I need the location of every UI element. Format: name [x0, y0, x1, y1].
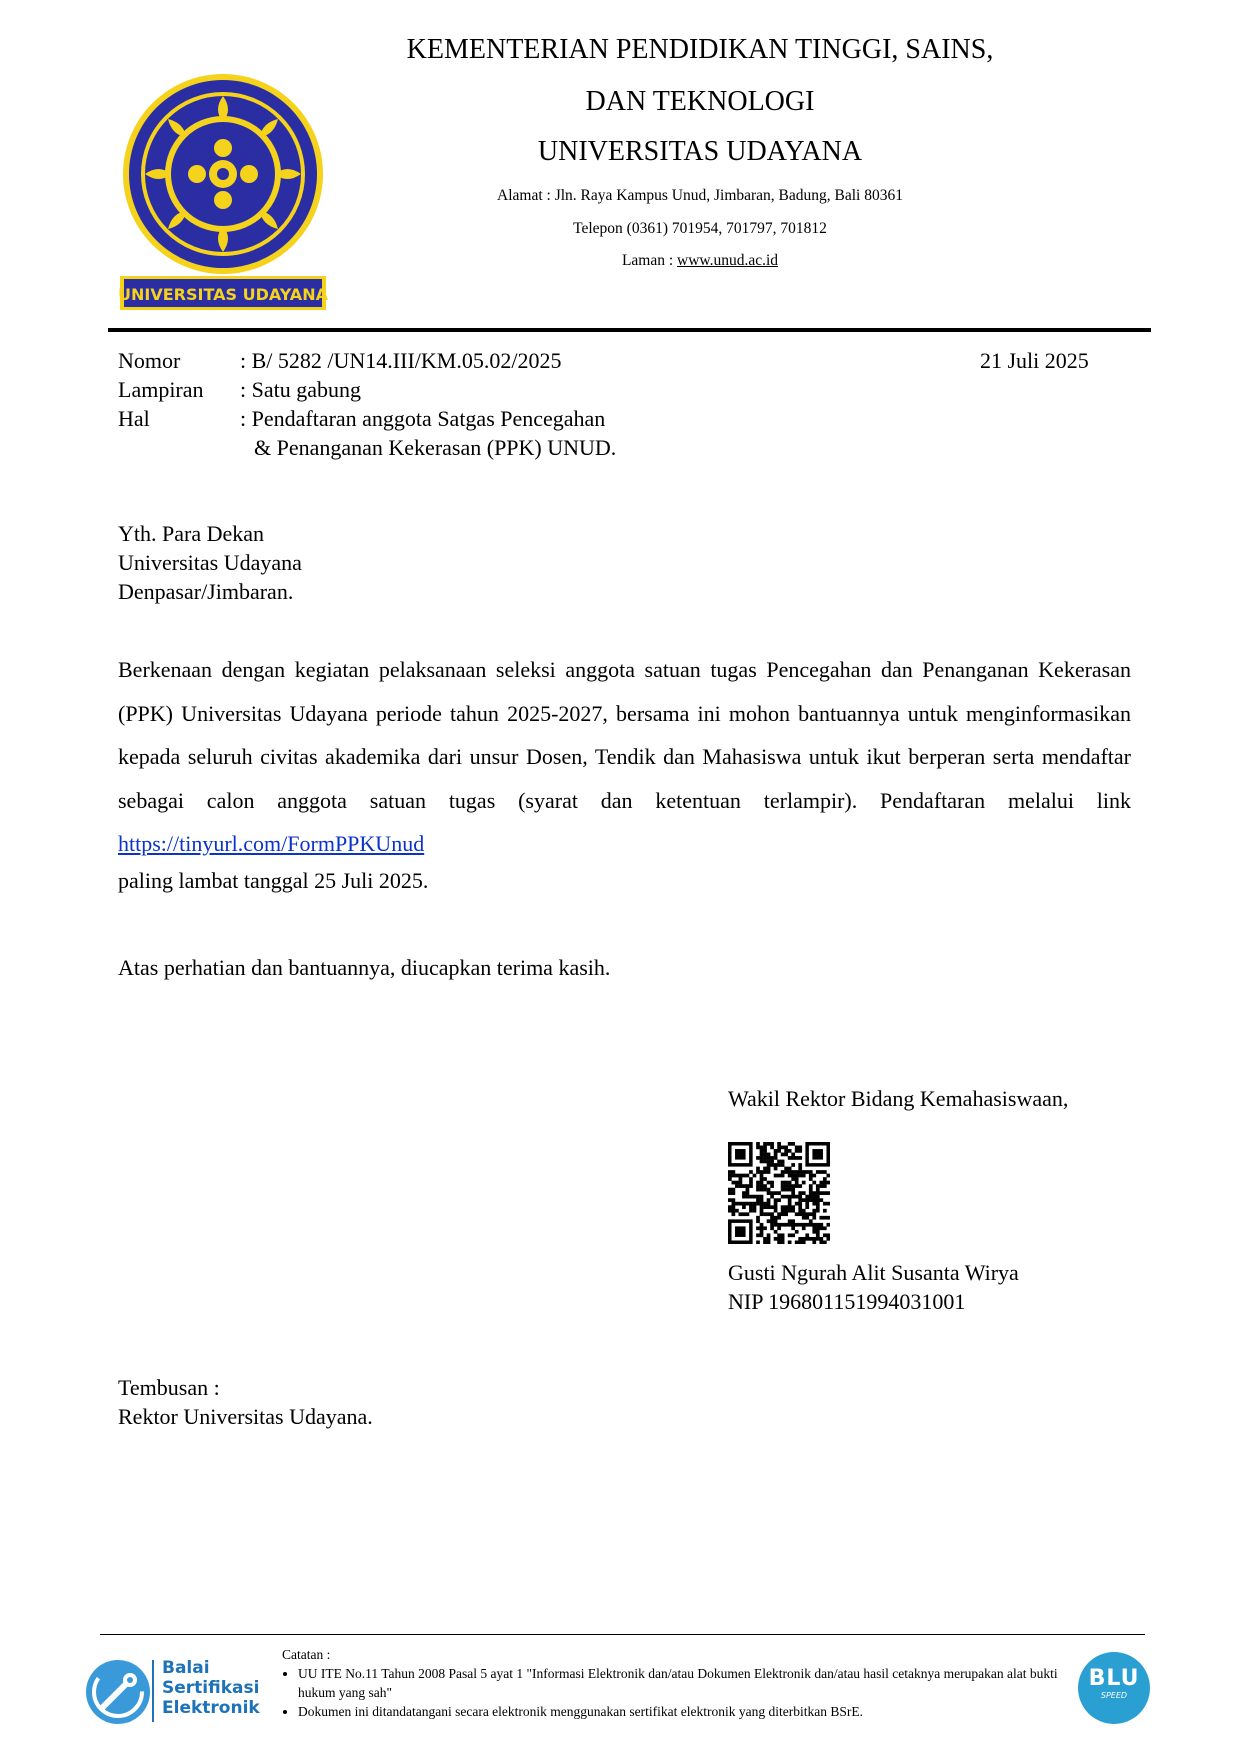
bsre-wordmark [162, 1658, 260, 1718]
body-paragraph [118, 648, 1131, 866]
hal-value-line2: & Penanganan Kekerasan (PPK) UNUD. [254, 435, 617, 460]
website-line [300, 252, 1100, 270]
header-divider [108, 328, 1151, 332]
blu-sub-text: SPEED [1100, 1691, 1128, 1700]
recipient-line1: Yth. Para Dekan [118, 521, 265, 546]
lampiran-value: : Satu gabung [240, 377, 361, 402]
qr-code-signature [728, 1142, 830, 1244]
blu-speed-logo [1078, 1652, 1150, 1724]
bsre-line1: Balai [162, 1658, 210, 1678]
letter-date: 21 Juli 2025 [980, 348, 1089, 373]
lampiran-label: Lampiran [118, 377, 204, 402]
cc-recipient: Rektor Universitas Udayana. [118, 1404, 373, 1429]
website-link[interactable]: www.unud.ac.id [677, 252, 779, 269]
footer-notes [282, 1645, 1062, 1721]
signatory-name: Gusti Ngurah Alit Susanta Wirya [728, 1260, 1019, 1285]
bsre-line3: Elektronik [162, 1698, 260, 1718]
note-item-1: • UU ITE No.11 Tahun 2008 Pasal 5 ayat 1 "Informasi Elektronik dan/atau Dokumen Elektronik dan/atau hasil cetaknya merupakan alat bukti hukum yang sah" [298, 1664, 1062, 1702]
hal-label: Hal [118, 406, 150, 431]
ministry-name-line1: KEMENTERIAN PENDIDIKAN TINGGI, SAINS, [406, 34, 994, 65]
blu-main-text: BLU [1088, 1666, 1140, 1691]
university-logo [118, 74, 328, 312]
deadline-text: paling lambat tanggal 25 Juli 2025. [118, 868, 429, 893]
nomor-label: Nomor [118, 348, 181, 373]
signatory-nip: NIP 196801151994031001 [728, 1289, 966, 1314]
closing-text: Atas perhatian dan bantuannya, diucapkan terima kasih. [118, 955, 611, 980]
registration-link[interactable]: https://tinyurl.com/FormPPKUnud [118, 831, 425, 856]
cc-label: Tembusan : [118, 1375, 220, 1400]
note-item-2: • Dokumen ini ditandatangani secara elektronik menggunakan sertifikat elektronik yang diterbitkan BSrE. [298, 1702, 1062, 1721]
bsre-line2: Sertifikasi [162, 1678, 260, 1698]
recipient-line3: Denpasar/Jimbaran. [118, 579, 294, 604]
notes-label: Catatan : [282, 1647, 331, 1662]
footer-divider [100, 1634, 1145, 1635]
university-name: UNIVERSITAS UDAYANA [537, 136, 863, 167]
signatory-title: Wakil Rektor Bidang Kemahasiswaan, [728, 1086, 1069, 1111]
address: Alamat : Jln. Raya Kampus Unud, Jimbaran, Badung, Bali 80361 [497, 187, 903, 204]
nomor-value: : B/ 5282 /UN14.III/KM.05.02/2025 [240, 348, 562, 373]
logo-banner-text: UNIVERSITAS UDAYANA [118, 285, 328, 304]
hal-value-line1: : Pendaftaran anggota Satgas Pencegahan [240, 406, 606, 431]
bsre-divider [152, 1660, 154, 1722]
bsre-logo-icon [82, 1656, 154, 1728]
website-label: Laman : [621, 252, 678, 269]
body-text: Berkenaan dengan kegiatan pelaksanaan seleksi anggota satuan tugas Pencegahan dan Penanganan Kekerasan (PPK) Universitas Udayana periode tahun 2025-2027, bersama ini mohon bantuannya untuk menginformasikan kepada seluruh civitas akademika dari unsur Dosen, Tendik dan Mahasiswa untuk ikut berperan serta mendaftar sebagai calon anggota satuan tugas (syarat dan ketentuan terlampir). Pendaftaran melalui link [118, 657, 1131, 813]
ministry-name-line2: DAN TEKNOLOGI [585, 86, 815, 117]
phone: Telepon (0361) 701954, 701797, 701812 [573, 220, 827, 237]
recipient-line2: Universitas Udayana [118, 550, 302, 575]
